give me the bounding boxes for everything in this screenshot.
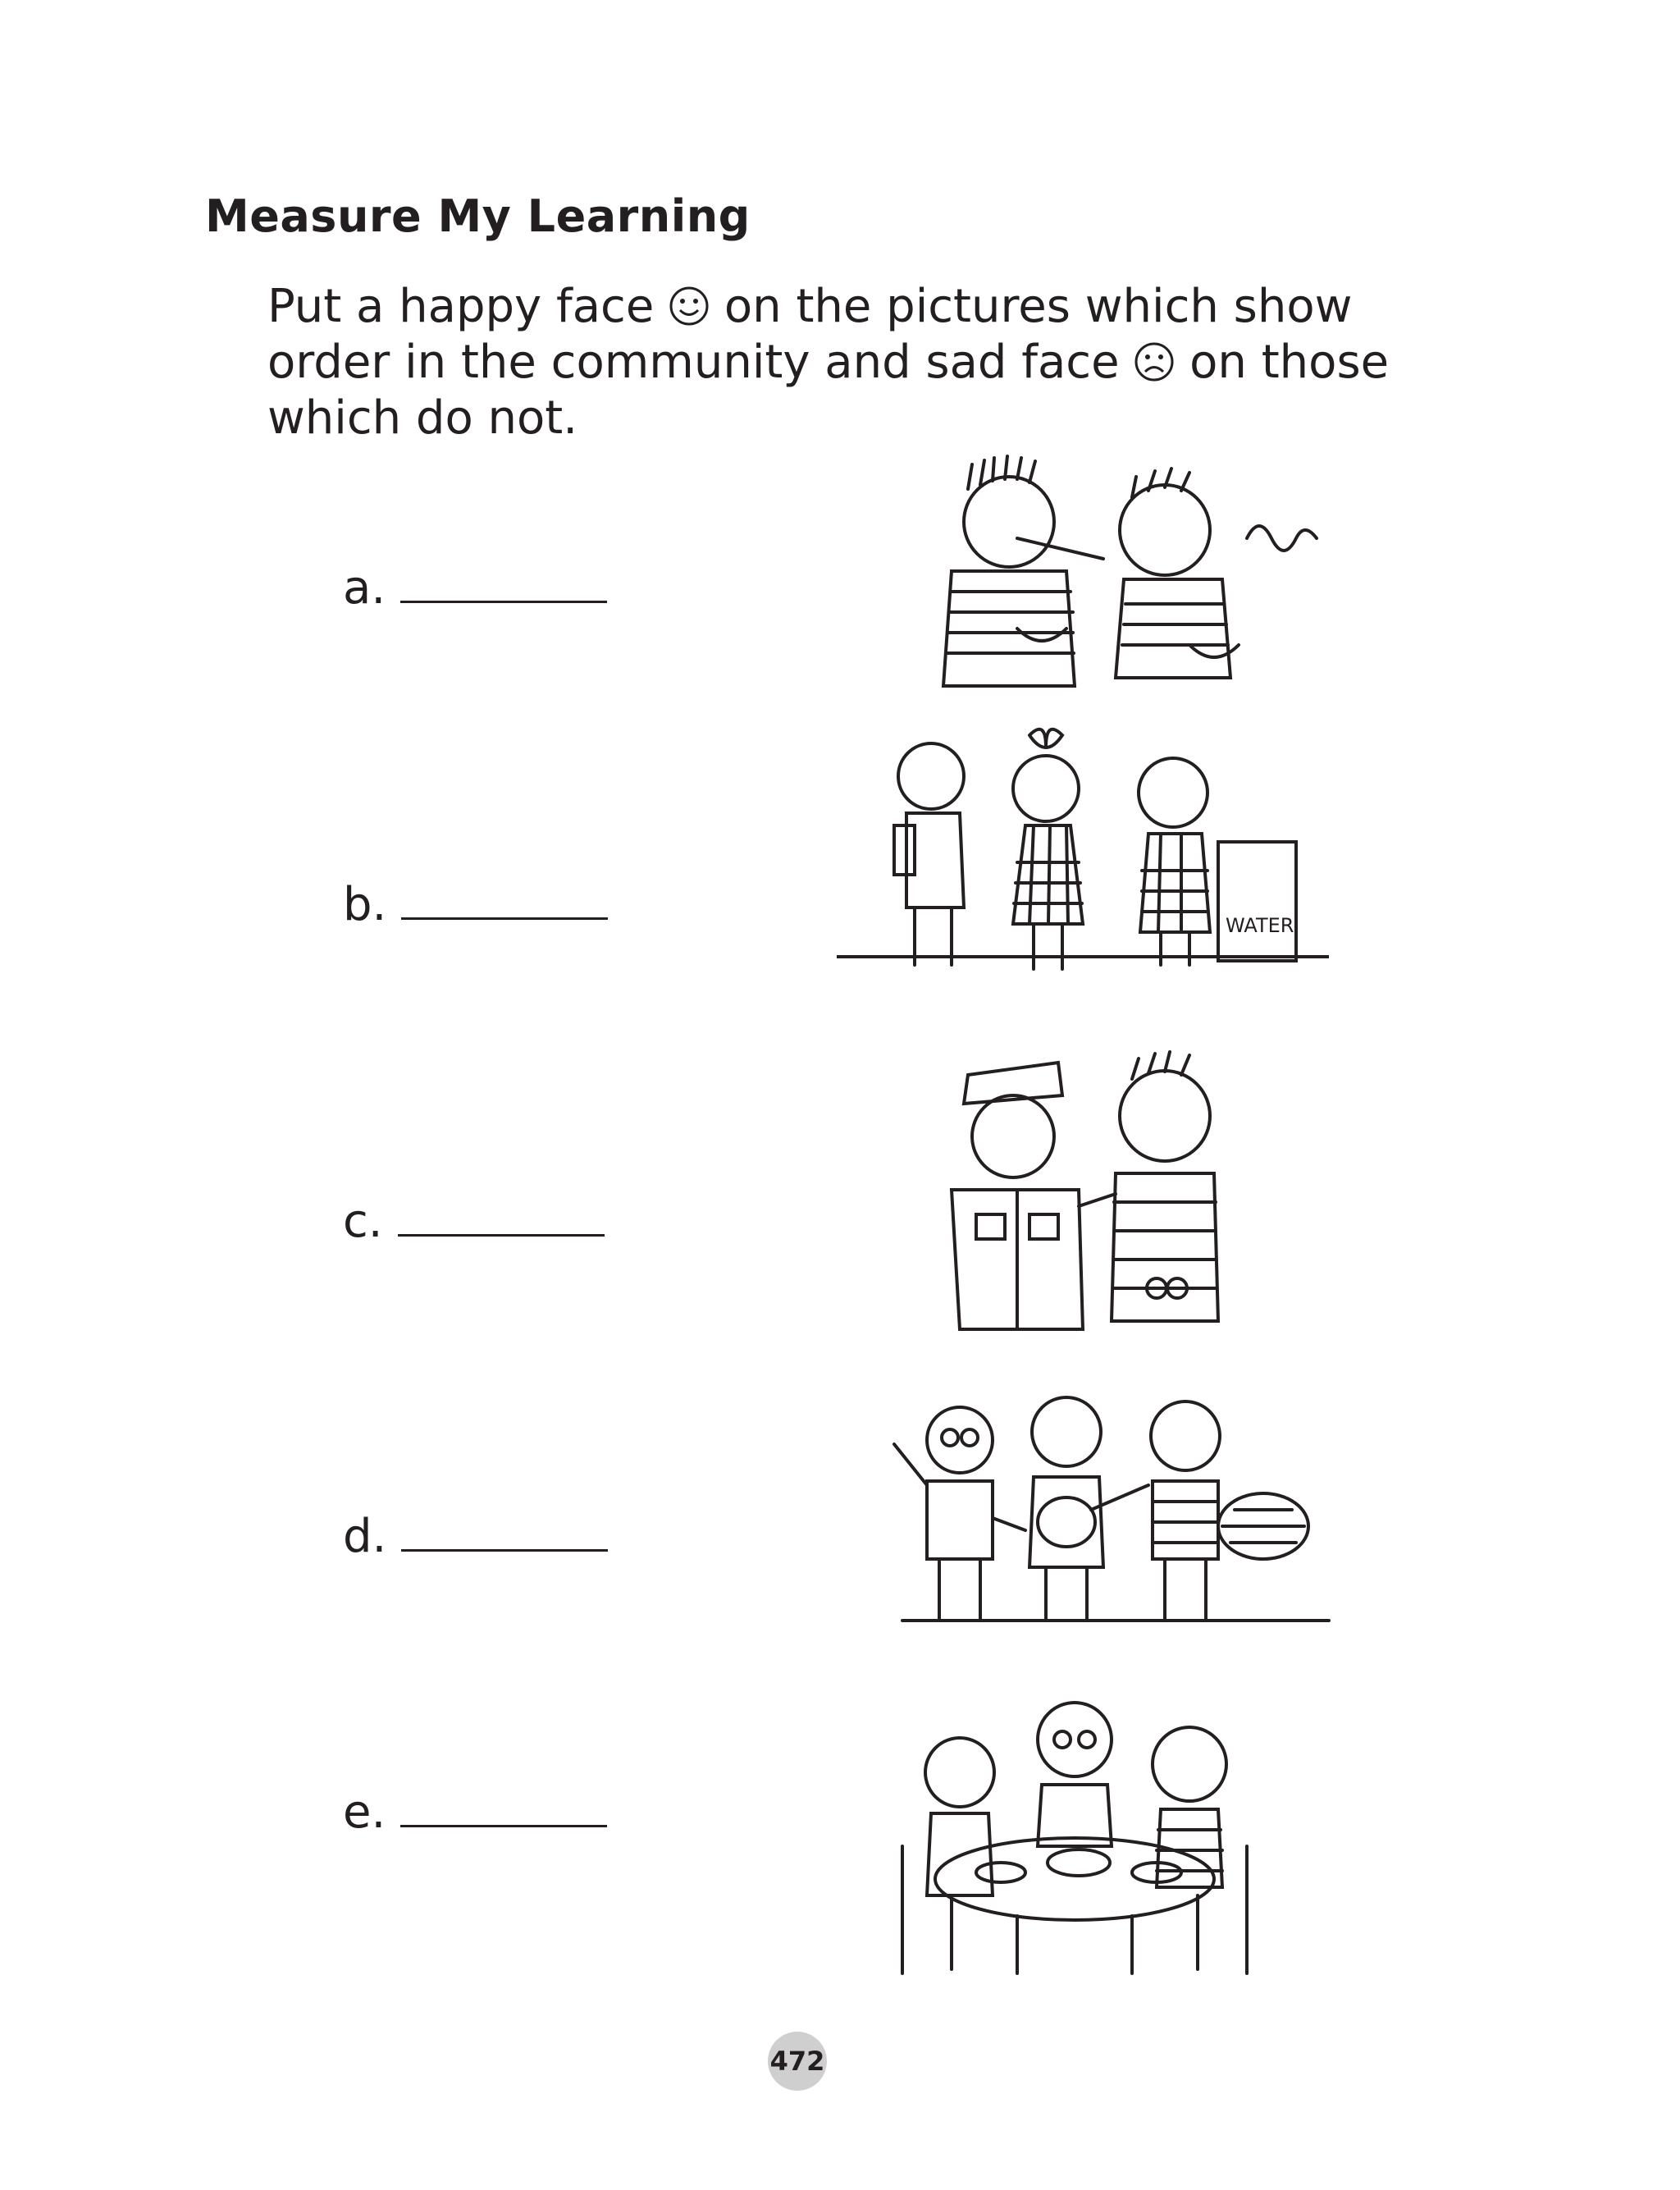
item-label: b. <box>343 878 387 931</box>
three-boys-holding-hands-with-guitar-illustration <box>870 1387 1345 1649</box>
answer-item-e <box>343 1785 607 1839</box>
item-label: e. <box>343 1785 386 1839</box>
item-label: c. <box>343 1195 383 1248</box>
page-number: 472 <box>768 2032 827 2091</box>
instruction-line3: which do not. <box>267 391 578 445</box>
svg-text:WATER: WATER <box>1226 914 1294 937</box>
answer-blank[interactable] <box>400 1825 607 1827</box>
page-title: Measure My Learning <box>205 190 751 242</box>
answer-item-d <box>343 1510 608 1563</box>
item-label: a. <box>343 561 386 615</box>
family-eating-at-table-illustration <box>894 1682 1255 1977</box>
answer-blank[interactable] <box>398 1234 605 1237</box>
answer-item-b <box>343 878 608 931</box>
two-boys-fighting-illustration <box>894 448 1354 694</box>
item-label: d. <box>343 1510 387 1563</box>
answer-item-c <box>343 1195 605 1248</box>
answer-blank[interactable] <box>401 917 608 920</box>
instruction-line2-b: on those <box>1189 336 1390 389</box>
answer-blank[interactable] <box>401 1549 608 1552</box>
instructions <box>267 279 1498 446</box>
children-lining-up-at-water-fountain-illustration <box>837 719 1329 998</box>
smiley-face-icon <box>669 286 710 327</box>
answer-item-a <box>343 561 607 615</box>
frowning-face-icon <box>1134 341 1175 382</box>
answer-blank[interactable] <box>400 601 607 603</box>
instruction-line1-b: on the pictures which show <box>724 280 1353 333</box>
policeman-with-handcuffed-boy-illustration <box>919 1042 1247 1337</box>
instruction-line1-a: Put a happy face <box>267 280 655 333</box>
instruction-line2-a: order in the community and sad face <box>267 336 1120 389</box>
